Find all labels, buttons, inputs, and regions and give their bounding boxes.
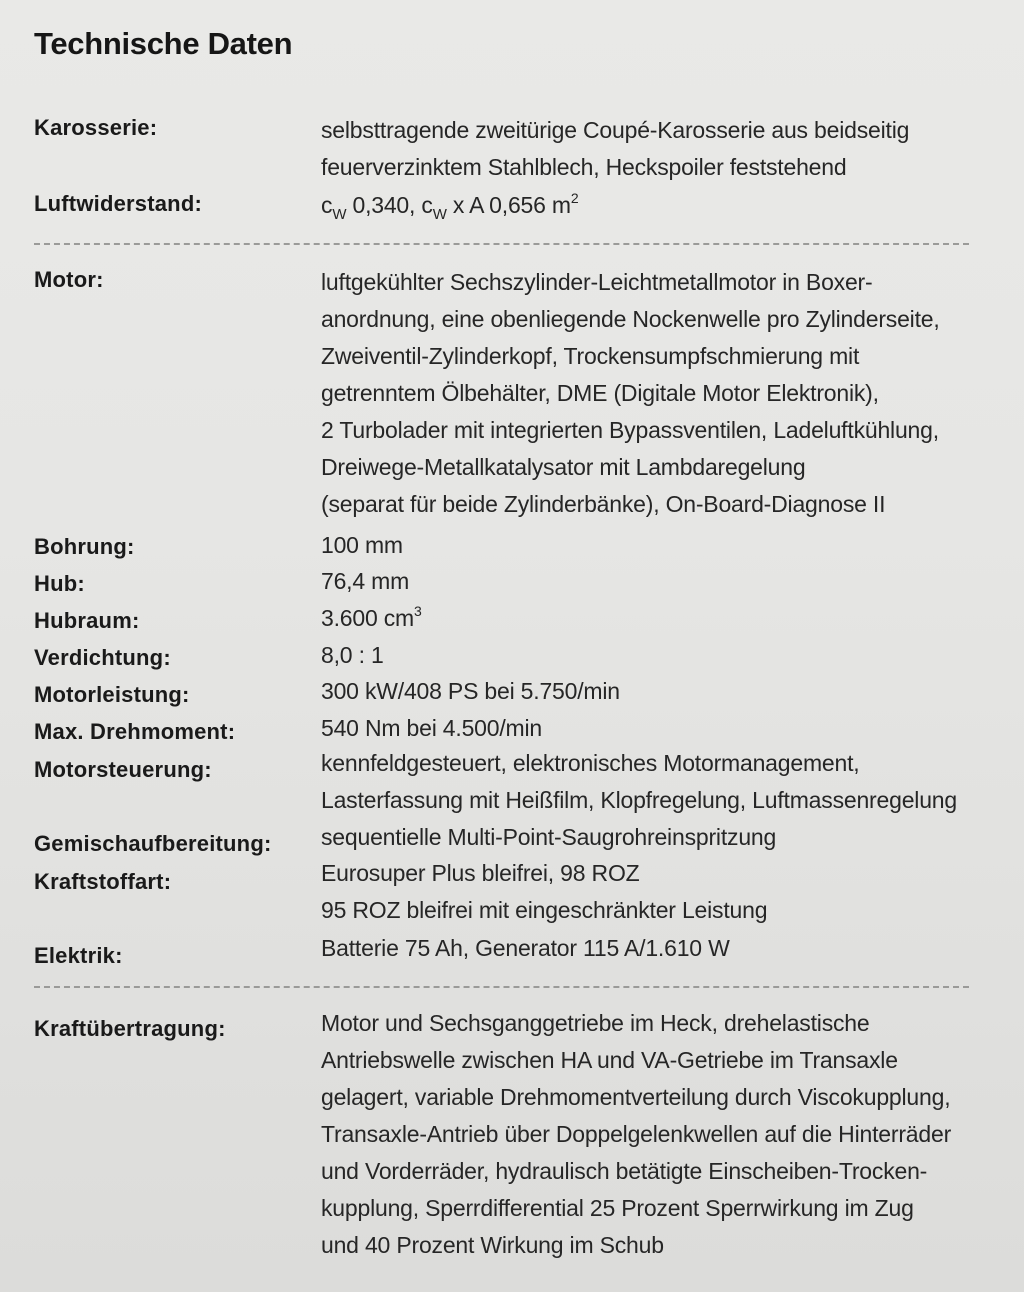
label-hub: Hub: xyxy=(34,571,85,596)
section-divider xyxy=(34,243,969,245)
value-line: feuerverzinktem Stahlblech, Heckspoiler feststehend xyxy=(321,154,847,180)
superscript: 3 xyxy=(414,603,422,619)
value-hub: 76,4 mm xyxy=(321,568,410,594)
label-motorleistung: Motorleistung: xyxy=(34,682,190,707)
label-verdichtung: Verdichtung: xyxy=(34,645,171,670)
value-line: und 40 Prozent Wirkung im Schub xyxy=(321,1232,664,1258)
value-bohrung: 100 mm xyxy=(321,532,403,558)
superscript: 2 xyxy=(570,190,579,206)
value-line: Motor und Sechsganggetriebe im Heck, drehelastische xyxy=(321,1010,870,1036)
value-part: c xyxy=(321,192,333,218)
value-line: getrenntem Ölbehälter, DME (Digitale Motor Elektronik), xyxy=(321,380,879,406)
value-line: Zweiventil-Zylinderkopf, Trockensumpfschmierung mit xyxy=(321,343,860,369)
value-kraftstoffart xyxy=(321,855,767,929)
value-hubraum xyxy=(321,605,422,632)
value-line: Transaxle-Antrieb über Doppelgelenkwellen auf die Hinterräder xyxy=(321,1121,952,1147)
label-kraftstoffart: Kraftstoffart: xyxy=(34,869,172,894)
value-part: 3.600 cm xyxy=(321,605,415,631)
label-elektrik: Elektrik: xyxy=(34,943,123,968)
value-motorleistung: 300 kW/408 PS bei 5.750/min xyxy=(321,678,620,704)
value-part: c xyxy=(421,192,433,218)
value-drehmoment: 540 Nm bei 4.500/min xyxy=(321,715,543,741)
value-luftwiderstand xyxy=(321,190,579,223)
value-gemischaufbereitung: sequentielle Multi-Point-Saugrohreinspritzung xyxy=(321,824,777,850)
label-motorsteuerung: Motorsteuerung: xyxy=(34,757,212,782)
value-line: (separat für beide Zylinderbänke), On-Board-Diagnose II xyxy=(321,491,886,517)
page-title: Technische Daten xyxy=(34,26,293,61)
value-line: 2 Turbolader mit integrierten Bypassventilen, Ladeluftkühlung, xyxy=(321,417,939,443)
value-motorsteuerung xyxy=(321,745,957,819)
value-line: 95 ROZ bleifrei mit eingeschränkter Leistung xyxy=(321,897,768,923)
value-verdichtung: 8,0 : 1 xyxy=(321,642,384,668)
value-line: Eurosuper Plus bleifrei, 98 ROZ xyxy=(321,860,640,886)
label-motor: Motor: xyxy=(34,267,104,292)
value-line: kupplung, Sperrdifferential 25 Prozent Sperrwirkung im Zug xyxy=(321,1195,914,1221)
value-line: kennfeldgesteuert, elektronisches Motormanagement, xyxy=(321,750,860,776)
subscript: W xyxy=(432,206,447,223)
value-part: x A 0,656 m xyxy=(446,192,571,218)
value-line: gelagert, variable Drehmomentverteilung durch Viscokupplung, xyxy=(321,1084,951,1110)
value-motor xyxy=(321,264,940,523)
label-kraftuebertragung: Kraftübertragung: xyxy=(34,1016,226,1041)
section-divider xyxy=(34,986,969,988)
value-line: luftgekühlter Sechszylinder-Leichtmetallmotor in Boxer- xyxy=(321,269,873,295)
subscript: W xyxy=(332,206,347,223)
label-bohrung: Bohrung: xyxy=(34,534,135,559)
value-kraftuebertragung xyxy=(321,1005,951,1264)
value-line: anordnung, eine obenliegende Nockenwelle pro Zylinderseite, xyxy=(321,306,940,332)
label-hubraum: Hubraum: xyxy=(34,608,140,633)
value-line: und Vorderräder, hydraulisch betätigte Einscheiben-Trocken- xyxy=(321,1158,928,1184)
value-line: selbsttragende zweitürige Coupé-Karosserie aus beidseitig xyxy=(321,117,910,143)
label-gemischaufbereitung: Gemischaufbereitung: xyxy=(34,831,272,856)
label-luftwiderstand: Luftwiderstand: xyxy=(34,191,202,216)
value-line: Antriebswelle zwischen HA und VA-Getriebe im Transaxle xyxy=(321,1047,898,1073)
label-drehmoment: Max. Drehmoment: xyxy=(34,719,236,744)
value-part: 0,340, xyxy=(346,192,422,218)
label-karosserie: Karosserie: xyxy=(34,115,158,140)
value-line: Lasterfassung mit Heißfilm, Klopfregelung, Luftmassenregelung xyxy=(321,787,957,813)
value-elektrik: Batterie 75 Ah, Generator 115 A/1.610 W xyxy=(321,935,730,961)
value-karosserie xyxy=(321,112,909,186)
value-line: Dreiwege-Metallkatalysator mit Lambdaregelung xyxy=(321,454,806,480)
